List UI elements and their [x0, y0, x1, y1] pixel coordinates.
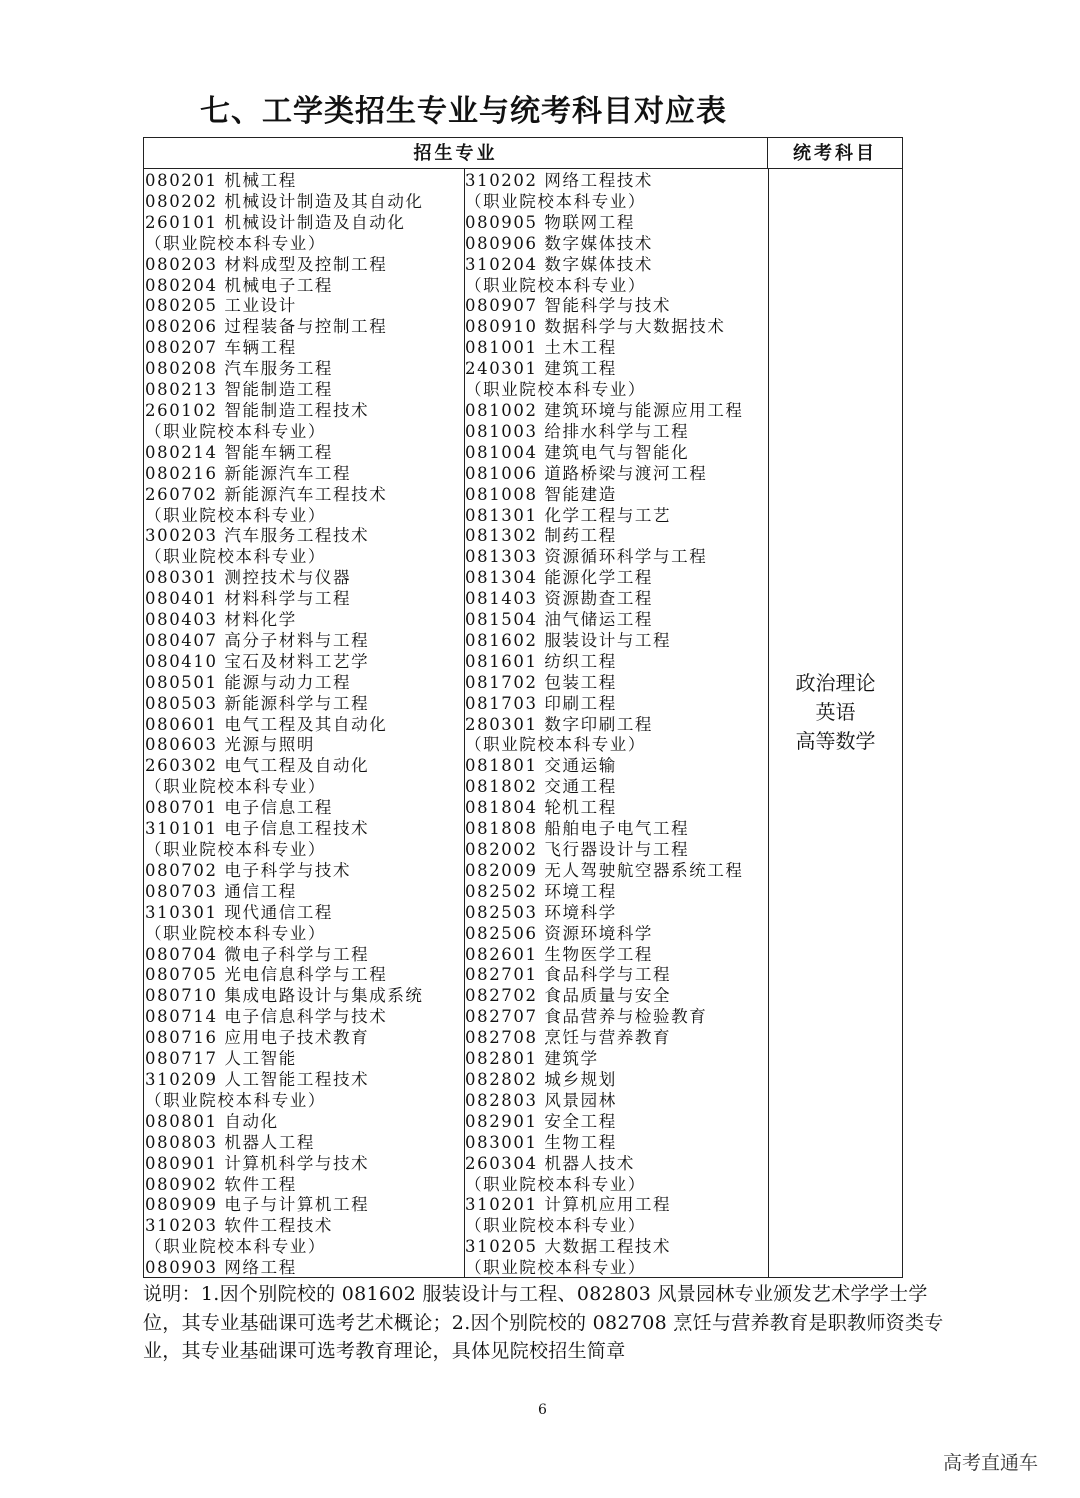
major-item: 080208 汽车服务工程: [145, 359, 334, 379]
major-item: 082901 安全工程: [465, 1111, 617, 1131]
major-item: 080301 测控技术与仪器: [145, 568, 352, 588]
major-item: 280301 数字印刷工程: [465, 714, 654, 734]
major-item: 081808 船舶电子电气工程: [465, 819, 690, 839]
major-item: 080202 机械设计制造及其自动化: [145, 191, 424, 211]
major-item: 080903 网络工程: [145, 1258, 297, 1278]
major-item: 310101 电子信息工程技术: [145, 819, 370, 839]
header-subject: 统考科目: [768, 138, 902, 169]
watermark: 高考直通车: [943, 1452, 1039, 1474]
major-item: 080910 数据科学与大数据技术: [465, 317, 726, 337]
major-note-line: （职业院校本科专业）: [465, 735, 646, 755]
major-item: 240301 建筑工程: [465, 359, 617, 379]
major-item: 080714 电子信息科学与技术: [145, 1007, 388, 1027]
major-item: 082708 烹饪与营养教育: [465, 1028, 672, 1048]
major-item: 260302 电气工程及自动化: [145, 756, 370, 776]
major-item: 081403 资源勘查工程: [465, 589, 654, 609]
major-note-line: （职业院校本科专业）: [465, 1174, 646, 1194]
major-note-line: （职业院校本科专业）: [145, 777, 326, 797]
major-item: 080803 机器人工程: [145, 1132, 315, 1152]
major-item: 081601 纺织工程: [465, 651, 617, 671]
page-number: 6: [538, 1402, 547, 1418]
major-item: 080601 电气工程及其自动化: [145, 714, 388, 734]
major-item: 080705 光电信息科学与工程: [145, 965, 388, 985]
major-item: 082002 飞行器设计与工程: [465, 840, 690, 859]
major-item: 080214 智能车辆工程: [145, 442, 334, 462]
major-item: 080503 新能源科学与工程: [145, 693, 370, 713]
major-item: 080710 集成电路设计与集成系统: [145, 986, 424, 1006]
major-item: 080603 光源与照明: [145, 735, 315, 755]
major-item: 080206 过程装备与控制工程: [145, 317, 388, 337]
major-item: 081002 建筑环境与能源应用工程: [465, 400, 744, 420]
major-item: 310204 数字媒体技术: [465, 254, 654, 274]
major-item: 081504 油气储运工程: [465, 610, 654, 630]
major-item: 081003 给排水科学与工程: [465, 421, 690, 441]
major-item: 081801 交通运输: [465, 756, 617, 776]
major-item: 080801 自动化: [145, 1111, 279, 1131]
major-item: 080203 材料成型及控制工程: [145, 254, 388, 274]
major-item: 080906 数字媒体技术: [465, 233, 654, 253]
major-item: 080205 工业设计: [145, 296, 297, 316]
major-note-line: （职业院校本科专业）: [145, 840, 326, 859]
major-item: 082601 生物医学工程: [465, 944, 654, 964]
major-column-right: [464, 169, 768, 1277]
major-item: 300203 汽车服务工程技术: [145, 526, 370, 546]
major-item: 082802 城乡规划: [465, 1069, 617, 1089]
subject-list: [769, 669, 902, 756]
major-item: 310209 人工智能工程技术: [145, 1069, 370, 1089]
major-item: 081008 智能建造: [465, 484, 617, 504]
subject-column: [768, 169, 902, 1277]
major-item: 310205 大数据工程技术: [465, 1237, 672, 1257]
major-item: 080704 微电子科学与工程: [145, 944, 370, 964]
major-item: 310301 现代通信工程: [145, 902, 334, 922]
major-item: 081802 交通工程: [465, 777, 617, 797]
exam-subject: 政治理论: [795, 671, 876, 695]
major-item: 080207 车辆工程: [145, 338, 297, 358]
major-item: 080403 材料化学: [145, 610, 297, 630]
major-note-line: （职业院校本科专业）: [465, 275, 646, 295]
major-item: 081602 服装设计与工程: [465, 630, 672, 650]
exam-subject: 英语: [815, 700, 856, 724]
explanation-note: 说明：1.因个别院校的 081602 服装设计与工程、082803 风景园林专业颁发艺术学学士学位，其专业基础课可选考艺术概论；2.因个别院校的 082708 烹饪与营养教育是职教师资类专业，其专业基础课可选考教育理论，具体见院校招生简章: [143, 1283, 944, 1362]
major-item: 310201 计算机应用工程: [465, 1195, 672, 1215]
major-item: 081702 包装工程: [465, 672, 617, 692]
major-item: 081303 资源循环科学与工程: [465, 547, 708, 567]
major-item: 080501 能源与动力工程: [145, 672, 352, 692]
major-item: 260702 新能源汽车工程技术: [145, 484, 388, 504]
major-note-line: （职业院校本科专业）: [145, 1090, 326, 1110]
major-item: 082506 资源环境科学: [465, 923, 654, 943]
major-item: 080905 物联网工程: [465, 212, 635, 232]
major-item: 260101 机械设计制造及自动化: [145, 212, 406, 232]
major-item: 081004 建筑电气与智能化: [465, 442, 690, 462]
page-title: 七、工学类招生专业与统考科目对应表: [200, 94, 727, 129]
major-item: 080216 新能源汽车工程: [145, 463, 352, 483]
major-item: 080702 电子科学与技术: [145, 860, 352, 880]
major-subject-table: [143, 137, 903, 1278]
major-item: 080410 宝石及材料工艺学: [145, 651, 370, 671]
major-note-line: （职业院校本科专业）: [465, 191, 646, 211]
major-item: 080401 材料科学与工程: [145, 589, 352, 609]
major-item: 080204 机械电子工程: [145, 275, 334, 295]
major-item: 082801 建筑学: [465, 1049, 599, 1069]
major-item: 080717 人工智能: [145, 1049, 297, 1069]
major-note-line: （职业院校本科专业）: [145, 923, 326, 943]
major-item: 080701 电子信息工程: [145, 798, 334, 818]
header-major: 招生专业: [144, 138, 768, 169]
major-item: 080716 应用电子技术教育: [145, 1028, 370, 1048]
major-note-line: （职业院校本科专业）: [145, 1237, 326, 1257]
major-item: 081006 道路桥梁与渡河工程: [465, 463, 708, 483]
major-item: 082503 环境科学: [465, 902, 617, 922]
major-item: 080907 智能科学与技术: [465, 296, 672, 316]
major-note-line: （职业院校本科专业）: [465, 1216, 646, 1236]
major-item: 080703 通信工程: [145, 881, 297, 901]
major-item: 081302 制药工程: [465, 526, 617, 546]
major-item: 082701 食品科学与工程: [465, 965, 672, 985]
major-item: 310202 网络工程技术: [465, 171, 654, 190]
major-item: 082009 无人驾驶航空器系统工程: [465, 860, 744, 880]
major-item: 080213 智能制造工程: [145, 380, 334, 400]
major-note-line: （职业院校本科专业）: [145, 233, 326, 253]
major-item: 082707 食品营养与检验教育: [465, 1007, 708, 1027]
major-column-left: [145, 171, 463, 1279]
major-item: 082803 风景园林: [465, 1090, 617, 1110]
major-item: 082502 环境工程: [465, 881, 617, 901]
major-item: 080909 电子与计算机工程: [145, 1195, 370, 1215]
major-item: 081804 轮机工程: [465, 798, 617, 818]
major-item: 080901 计算机科学与技术: [145, 1153, 370, 1173]
major-item: 260102 智能制造工程技术: [145, 400, 370, 420]
major-item: 081703 印刷工程: [465, 693, 617, 713]
major-note-line: （职业院校本科专业）: [465, 1258, 646, 1278]
major-item: 080902 软件工程: [145, 1174, 297, 1194]
major-note-line: （职业院校本科专业）: [145, 547, 326, 567]
major-item: 260304 机器人技术: [465, 1153, 635, 1173]
major-item: 310203 软件工程技术: [145, 1216, 334, 1236]
major-item: 080201 机械工程: [145, 171, 297, 190]
major-item: 083001 生物工程: [465, 1132, 617, 1152]
major-note-line: （职业院校本科专业）: [465, 380, 646, 400]
major-note-line: （职业院校本科专业）: [145, 421, 326, 441]
major-note-line: （职业院校本科专业）: [145, 505, 326, 525]
exam-subject: 高等数学: [795, 729, 876, 753]
major-item: 080407 高分子材料与工程: [145, 630, 370, 650]
major-item: 081301 化学工程与工艺: [465, 505, 672, 525]
major-item: 081304 能源化学工程: [465, 568, 654, 588]
major-item: 081001 土木工程: [465, 338, 617, 358]
major-item: 082702 食品质量与安全: [465, 986, 672, 1006]
